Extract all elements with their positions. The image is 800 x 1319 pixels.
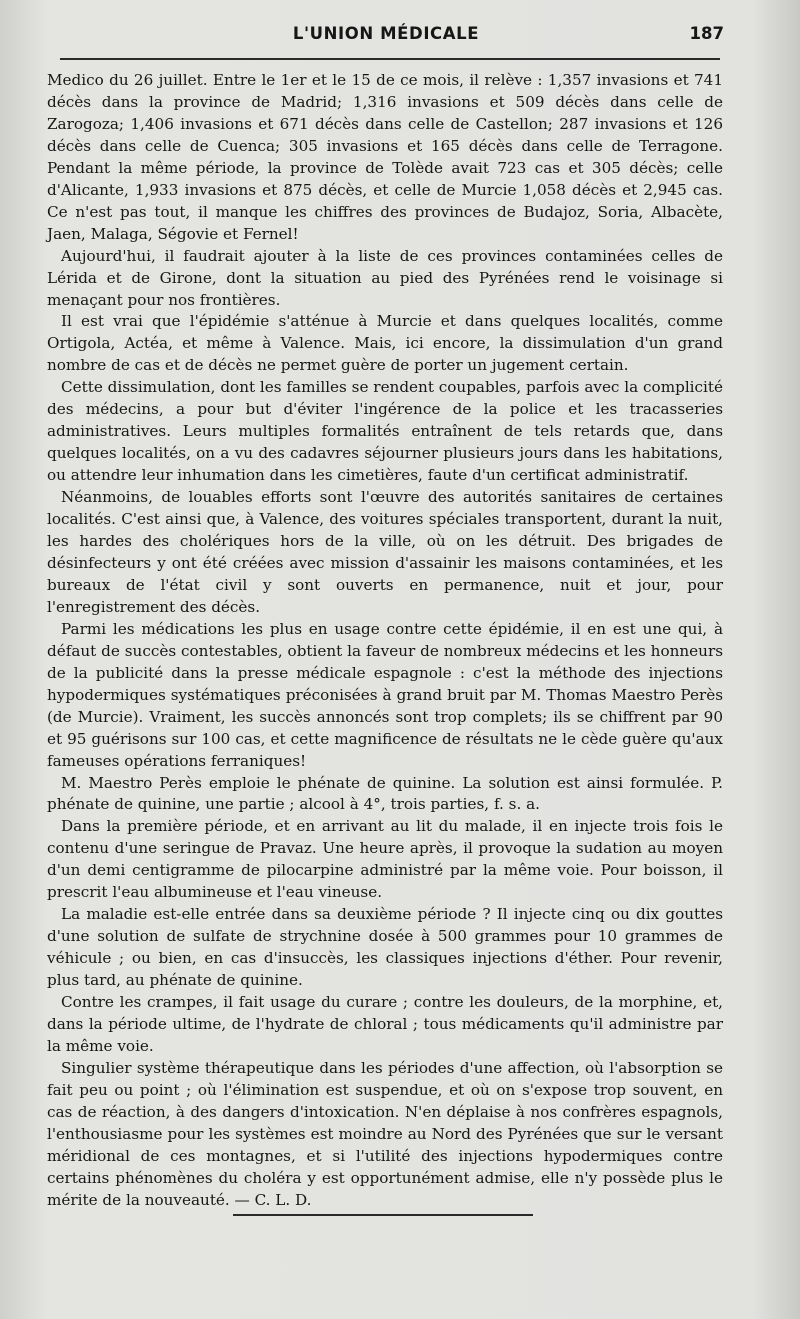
paragraph-8: Dans la première période, et en arrivant au lit du malade, il en injecte trois fois le contenu d'une seringue de Pravaz. Une heure après, il provoque la sudation au moyen d'un demi centigramme de pilocarpine administré par la même voie. Pour boisson, il prescrit l'eau albumineuse et l'eau vineuse.	[47, 817, 723, 902]
header-rule	[60, 58, 720, 60]
page-header	[48, 24, 724, 50]
paragraph-6: Parmi les médications les plus en usage contre cette épidémie, il en est une qui, à défaut de succès contestables, obtient la faveur de nombreux médecins et les honneurs de la publicité dans la presse médicale espagnole : c'est la méthode des injections hypodermiques systématiques préconisées à grand bruit par M. Thomas Maestro Perès (de Murcie). Vraiment, les succès annoncés sont trop complets; ils se chiffrent par 90 et 95 guérisons sur 100 cas, et cette magnificence de résultats ne le cède guère qu'aux fameuses opérations ferraniques!	[47, 619, 723, 770]
running-title: L'UNION MÉDICALE	[292, 24, 480, 43]
paragraph-2: Aujourd'hui, il faudrait ajouter à la liste de ces provinces contaminées celles de Lérida et de Girone, dont la situation au pied des Pyrénées rend le voisinage si menaçant pour nos frontières.	[47, 246, 723, 309]
paragraph-3: Il est vrai que l'épidémie s'atténue à Murcie et dans quelques localités, comme Ortigola, Actéa, et même à Valence. Mais, ici encore, la dissimulation d'un grand nombre de cas et de décès ne permet guère de porter un jugement certain.	[47, 312, 723, 375]
paragraph-5: Néanmoins, de louables efforts sont l'œuvre des autorités sanitaires de certaines localités. C'est ainsi que, à Valence, des voitures spéciales transportent, durant la nuit, les hardes des cholériques hors de la ville, où on les détruit. Des brigades de désinfecteurs y ont été créées avec mission d'assainir les maisons contaminées, et les bureaux de l'état civil y sont ouverts en permanence, nuit et jour, pour l'enregistrement des décès.	[47, 488, 723, 616]
page-number: 187	[689, 24, 724, 43]
paragraph-9: La maladie est-elle entrée dans sa deuxième période ? Il injecte cinq ou dix gouttes d'une solution de sulfate de strychnine dosée à 500 grammes pour 10 grammes de véhicule ; ou bien, en cas d'insuccès, les classiques injections d'éther. Pour revenir, plus tard, au phénate de quinine.	[47, 905, 723, 990]
article-body	[47, 70, 723, 1212]
paragraph-10: Contre les crampes, il fait usage du curare ; contre les douleurs, de la morphine, et, dans la période ultime, de l'hydrate de chloral ; tous médicaments qu'il administre par la même voie.	[47, 993, 723, 1055]
paragraph-7: M. Maestro Perès emploie le phénate de quinine. La solution est ainsi formulée. P. phénate de quinine, une partie ; alcool à 4°, trois parties, f. s. a.	[47, 773, 723, 814]
end-rule	[233, 1214, 533, 1216]
paragraph-11: Singulier système thérapeutique dans les périodes d'une affection, où l'absorption se fait peu ou point ; où l'élimination est suspendue, et où on s'expose trop souvent, en cas de réaction, à des dangers d'intoxication. N'en déplaise à nos confrères espagnols, l'enthousiasme pour les systèmes est moindre au Nord des Pyrénées que sur le versant méridional de ces montagnes, et si l'utilité des injections hypodermiques contre certains phénomènes du choléra y est opportunément admise, elle n'y possède plus le mérite de la nouveauté. — C. L. D.	[47, 1058, 723, 1209]
paragraph-4: Cette dissimulation, dont les familles se rendent coupables, parfois avec la complicité des médecins, a pour but d'éviter l'ingérence de la police et les tracasseries administratives. Leurs multiples formalités entraînent de tels retards que, dans quelques localités, on a vu des cadavres séjourner plusieurs jours dans les habitations, ou attendre leur inhumation dans les cimetières, faute d'un certificat administratif.	[47, 378, 723, 485]
paragraph-1: Medico du 26 juillet. Entre le 1er et le 15 de ce mois, il relève : 1,357 invasions et 741 décès dans la province de Madrid; 1,316 invasions et 509 décès dans celle de Zarogoza; 1,406 invasions et 671 décès dans celle de Castellon; 287 invasions et 126 décès dans celle de Cuenca; 305 invasions et 165 décès dans celle de Terragone. Pendant la même période, la province de Tolède avait 723 cas et 305 décès; celle d'Alicante, 1,933 invasions et 875 décès, et celle de Murcie 1,058 décès et 2,945 cas. Ce n'est pas tout, il manque les chiffres des provinces de Budajoz, Soria, Albacète, Jaen, Malaga, Ségovie et Fernel!	[47, 71, 723, 243]
